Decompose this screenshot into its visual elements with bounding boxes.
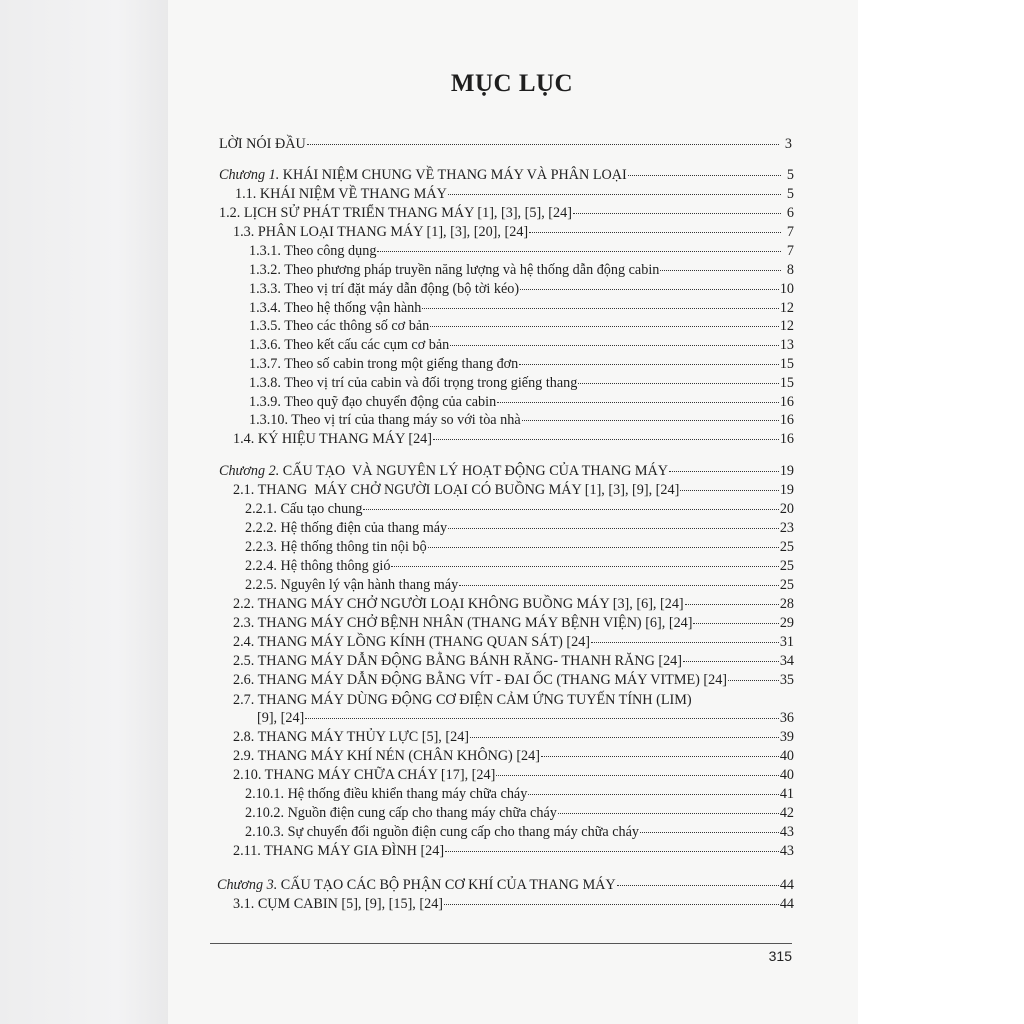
toc-entry-text: KHÁI NIỆM CHUNG VỀ THANG MÁY VÀ PHÂN LOẠI <box>279 167 627 183</box>
toc-page-number: 44 <box>779 877 794 893</box>
toc-entry <box>249 281 794 298</box>
toc-entry-title <box>249 394 496 411</box>
toc-entry <box>245 520 794 537</box>
toc-entry-title <box>257 710 304 727</box>
toc-page-number: 42 <box>779 805 794 821</box>
toc-page-number: 36 <box>779 710 794 726</box>
toc-entry-title <box>233 431 432 448</box>
toc-entry-title <box>245 805 557 822</box>
toc-entry <box>233 748 794 765</box>
toc-entry-text: 2.4. THANG MÁY LỒNG KÍNH (THANG QUAN SÁT) [24] <box>233 634 591 650</box>
toc-entry-text: 2.1. THANG MÁY CHỞ NGƯỜI LOẠI CÓ BUỒNG MÁY [1], [3], [9], [24] <box>233 482 680 498</box>
toc-entry <box>233 692 794 709</box>
toc-entry <box>233 482 794 499</box>
toc-page-number: 43 <box>779 824 794 840</box>
toc-entry <box>249 300 794 317</box>
toc-entry-title <box>249 337 449 354</box>
toc-page-number: 7 <box>786 243 794 259</box>
dot-leader <box>522 419 779 421</box>
toc-page-number: 40 <box>779 748 794 764</box>
toc-page-number: 25 <box>779 577 794 593</box>
toc-entry <box>217 877 794 894</box>
toc-entry <box>245 786 794 803</box>
toc-entry-text: 2.10.1. Hệ thống điều khiển thang máy chữa cháy <box>245 786 528 802</box>
toc-entry <box>233 596 794 613</box>
toc-entry <box>233 896 794 913</box>
toc-page-number: 40 <box>779 767 794 783</box>
toc-entry-text: 2.2.3. Hệ thống thông tin nội bộ <box>245 539 427 555</box>
toc-entry <box>233 653 794 670</box>
toc-entry <box>233 843 794 860</box>
dot-leader <box>520 288 779 290</box>
toc-entry <box>245 577 794 594</box>
toc-entry-title <box>219 205 572 222</box>
toc-entry-title <box>245 520 447 537</box>
toc-page-number: 10 <box>779 281 794 297</box>
toc-entry-text: 2.7. THANG MÁY DÙNG ĐỘNG CƠ ĐIỆN CẢM ỨNG TUYẾN TÍNH (LIM) <box>233 692 692 708</box>
toc-page-number: 28 <box>779 596 794 612</box>
toc-entry-title <box>245 539 427 556</box>
dot-leader <box>541 755 779 757</box>
toc-page-number: 39 <box>779 729 794 745</box>
dot-leader <box>422 307 778 309</box>
toc-entry-text: 2.5. THANG MÁY DẪN ĐỘNG BẰNG BÁNH RĂNG- THANH RĂNG [24] <box>233 653 682 669</box>
toc-entry-text: CẤU TẠO VÀ NGUYÊN LÝ HOẠT ĐỘNG CỦA THANG MÁY <box>279 463 668 479</box>
toc-entry <box>233 224 794 241</box>
toc-entry-text: CẤU TẠO CÁC BỘ PHẬN CƠ KHÍ CỦA THANG MÁY <box>277 877 616 893</box>
toc-entry-title <box>235 186 447 203</box>
toc-entry-title <box>219 463 668 480</box>
dot-leader <box>448 193 781 195</box>
toc-page-number: 15 <box>779 356 794 372</box>
toc-page-number: 19 <box>779 463 794 479</box>
toc-page-number: 12 <box>779 318 794 334</box>
toc-entry-text: [9], [24] <box>257 710 305 726</box>
toc-entry <box>249 262 794 279</box>
dot-leader <box>728 679 779 681</box>
toc-entry <box>245 539 794 556</box>
toc-entry <box>249 356 794 373</box>
toc-page-number: 34 <box>779 653 794 669</box>
dot-leader <box>307 143 779 145</box>
toc-entry-text: 2.10. THANG MÁY CHỮA CHÁY [17], [24] <box>233 767 496 783</box>
toc-page-number: 7 <box>786 224 794 240</box>
toc-entry-text: 2.8. THANG MÁY THỦY LỰC [5], [24] <box>233 729 470 745</box>
toc-page-number: 16 <box>779 412 794 428</box>
dot-leader <box>685 603 779 605</box>
toc-page-number: 41 <box>779 786 794 802</box>
dot-leader <box>305 717 779 719</box>
dot-leader <box>391 565 778 567</box>
toc-entry-text: 2.11. THANG MÁY GIA ĐÌNH [24] <box>233 843 445 859</box>
toc-entry-title <box>217 877 616 894</box>
toc-entry <box>219 205 794 222</box>
toc-entry-text: 2.6. THANG MÁY DẪN ĐỘNG BẰNG VÍT - ĐAI ỐC (THANG MÁY VITME) [24] <box>233 672 728 688</box>
dot-leader <box>558 812 779 814</box>
toc-entry-title <box>233 896 443 913</box>
toc-page-number: 44 <box>779 896 794 912</box>
toc-entry <box>249 337 794 354</box>
toc-entry-title <box>233 672 727 689</box>
toc-entry-title <box>245 558 390 575</box>
dot-leader <box>683 660 779 662</box>
dot-leader <box>680 489 779 491</box>
toc-page-number: 23 <box>779 520 794 536</box>
toc-entry-text: 1.2. LỊCH SỬ PHÁT TRIỂN THANG MÁY [1], [3], [5], [24] <box>219 205 572 221</box>
dot-leader <box>445 850 779 852</box>
toc-entry-text: 2.2. THANG MÁY CHỞ NGƯỜI LOẠI KHÔNG BUỒNG MÁY [3], [6], [24] <box>233 596 684 612</box>
dot-leader <box>660 269 781 271</box>
toc-entry-text: 2.10.3. Sự chuyển đổi nguồn điện cung cấp cho thang máy chữa cháy <box>245 824 640 840</box>
toc-entry <box>233 729 794 746</box>
toc-entry-text: 2.9. THANG MÁY KHÍ NÉN (CHÂN KHÔNG) [24] <box>233 748 540 764</box>
toc-page-number: 43 <box>779 843 794 859</box>
toc-entry <box>233 431 794 448</box>
footer-rule <box>210 943 792 944</box>
toc-entry <box>245 558 794 575</box>
toc-entry-title <box>249 412 521 429</box>
toc-entry-title <box>233 596 684 613</box>
dot-leader <box>529 231 781 233</box>
toc-entry-title <box>233 748 540 765</box>
toc-entry-text: 1.3.10. Theo vị trí của thang máy so với tòa nhà <box>249 412 521 428</box>
toc-page-number: 16 <box>779 431 794 447</box>
toc-entry-title <box>233 692 692 709</box>
toc-entry-text: 1.3.8. Theo vị trí của cabin và đối trọng trong giếng thang <box>249 375 578 391</box>
toc-entry-title <box>249 318 429 335</box>
dot-leader <box>444 903 779 905</box>
toc-entry-title <box>245 786 527 803</box>
toc-entry <box>249 412 794 429</box>
chapter-label: Chương 3. <box>217 877 278 893</box>
dot-leader <box>433 438 779 440</box>
toc-entry <box>219 167 794 184</box>
dot-leader <box>496 774 779 776</box>
toc-page-number: 15 <box>779 375 794 391</box>
toc-entry <box>245 824 794 841</box>
toc-entry-text: 1.3.4. Theo hệ thống vận hành <box>249 300 422 316</box>
dot-leader <box>377 250 781 252</box>
dot-leader <box>428 546 779 548</box>
toc-entry-text: 1.1. KHÁI NIỆM VỀ THANG MÁY <box>235 186 447 202</box>
toc-entry-title <box>233 653 682 670</box>
toc-page-number: 35 <box>779 672 794 688</box>
toc-page-number: 20 <box>779 501 794 517</box>
page-title: MỤC LỤC <box>450 70 574 97</box>
dot-leader <box>497 401 779 403</box>
toc-entry-title <box>233 843 444 860</box>
toc-page-number: 13 <box>779 337 794 353</box>
toc-entry <box>249 394 794 411</box>
toc-page-number: 6 <box>786 205 794 221</box>
dot-leader <box>628 174 781 176</box>
toc-page-number: 16 <box>779 394 794 410</box>
toc-entry <box>219 463 794 480</box>
dot-leader <box>470 736 779 738</box>
page-number: 315 <box>768 948 792 964</box>
dot-leader <box>591 641 779 643</box>
dot-leader <box>669 470 779 472</box>
toc-entry-text: 2.3. THANG MÁY CHỞ BỆNH NHÂN (THANG MÁY BỆNH VIỆN) [6], [24] <box>233 615 693 631</box>
toc-entry-title <box>219 167 627 184</box>
toc-entry <box>245 805 794 822</box>
toc-entry <box>233 634 794 651</box>
toc-entry-title <box>249 262 659 279</box>
toc-entry <box>233 615 794 632</box>
toc-entry-title <box>233 767 495 784</box>
toc-entry-text: 1.3.7. Theo số cabin trong một giếng thang đơn <box>249 356 519 372</box>
toc-entry-title <box>233 482 679 499</box>
toc-page-number: 5 <box>786 186 794 202</box>
dot-leader <box>573 212 781 214</box>
dot-leader <box>528 793 779 795</box>
toc-entry-title <box>249 375 577 392</box>
dot-leader <box>578 382 778 384</box>
toc-page-number: 5 <box>786 167 794 183</box>
toc-page-number: 31 <box>779 634 794 650</box>
dot-leader <box>448 527 779 529</box>
toc-entry-title <box>233 634 590 651</box>
toc-entry-text: 1.3.6. Theo kết cấu các cụm cơ bản <box>249 337 450 353</box>
toc-entry-text: 2.2.2. Hệ thống điện của thang máy <box>245 520 448 536</box>
toc-entry-text: LỜI NÓI ĐẦU <box>219 136 306 152</box>
toc-entry <box>233 767 794 784</box>
dot-leader <box>363 508 778 510</box>
toc-page-number: 8 <box>786 262 794 278</box>
dot-leader <box>519 363 779 365</box>
dot-leader <box>640 831 779 833</box>
toc-entry-text: 1.3. PHÂN LOẠI THANG MÁY [1], [3], [20], [24] <box>233 224 529 240</box>
toc-entry-title <box>249 300 421 317</box>
toc-entry-text: 2.2.5. Nguyên lý vận hành thang máy <box>245 577 459 593</box>
toc-entry-title <box>219 136 306 153</box>
toc-entry-text: 1.3.5. Theo các thông số cơ bản <box>249 318 430 334</box>
toc-entry-text: 1.3.3. Theo vị trí đặt máy dẫn động (bộ tời kéo) <box>249 281 520 297</box>
toc-entry <box>257 710 794 727</box>
dot-leader <box>459 584 779 586</box>
toc-entry-text: 1.3.2. Theo phương pháp truyền năng lượng và hệ thống dẫn động cabin <box>249 262 660 278</box>
toc-entry-text: 1.3.9. Theo quỹ đạo chuyển động của cabin <box>249 394 497 410</box>
chapter-label: Chương 2. <box>219 463 280 479</box>
dot-leader <box>693 622 778 624</box>
toc-entry-title <box>245 501 362 518</box>
toc-entry-text: 1.4. KÝ HIỆU THANG MÁY [24] <box>233 431 432 447</box>
toc-entry <box>249 375 794 392</box>
toc-entry-title <box>245 824 639 841</box>
toc-page-number: 25 <box>779 539 794 555</box>
toc-entry <box>245 501 794 518</box>
toc-page-number: 19 <box>779 482 794 498</box>
toc-entry-text: 2.2.4. Hệ thông thông gió <box>245 558 391 574</box>
toc-entry-text: 2.2.1. Cấu tạo chung <box>245 501 363 517</box>
toc-page-number: 29 <box>779 615 794 631</box>
toc-entry-title <box>233 729 469 746</box>
toc-entry-title <box>233 615 692 632</box>
toc-entry-title <box>233 224 528 241</box>
toc-entry <box>249 318 794 335</box>
toc-entry-text: 1.3.1. Theo công dụng <box>249 243 377 259</box>
toc-page-number: 3 <box>784 136 792 152</box>
dot-leader <box>617 884 779 886</box>
chapter-label: Chương 1. <box>219 167 280 183</box>
dot-leader <box>450 344 779 346</box>
toc-entry-title <box>245 577 458 594</box>
toc-entry <box>219 136 792 153</box>
toc-entry-title <box>249 281 519 298</box>
dot-leader <box>430 325 779 327</box>
toc-page-number: 12 <box>779 300 794 316</box>
toc-entry <box>249 243 794 260</box>
toc-entry-title <box>249 243 376 260</box>
toc-entry-text: 2.10.2. Nguồn điện cung cấp cho thang máy chữa cháy <box>245 805 557 821</box>
toc-entry <box>235 186 794 203</box>
toc-page-number: 25 <box>779 558 794 574</box>
toc-entry-title <box>249 356 518 373</box>
toc-entry-text: 3.1. CỤM CABIN [5], [9], [15], [24] <box>233 896 444 912</box>
toc-entry <box>233 672 794 689</box>
